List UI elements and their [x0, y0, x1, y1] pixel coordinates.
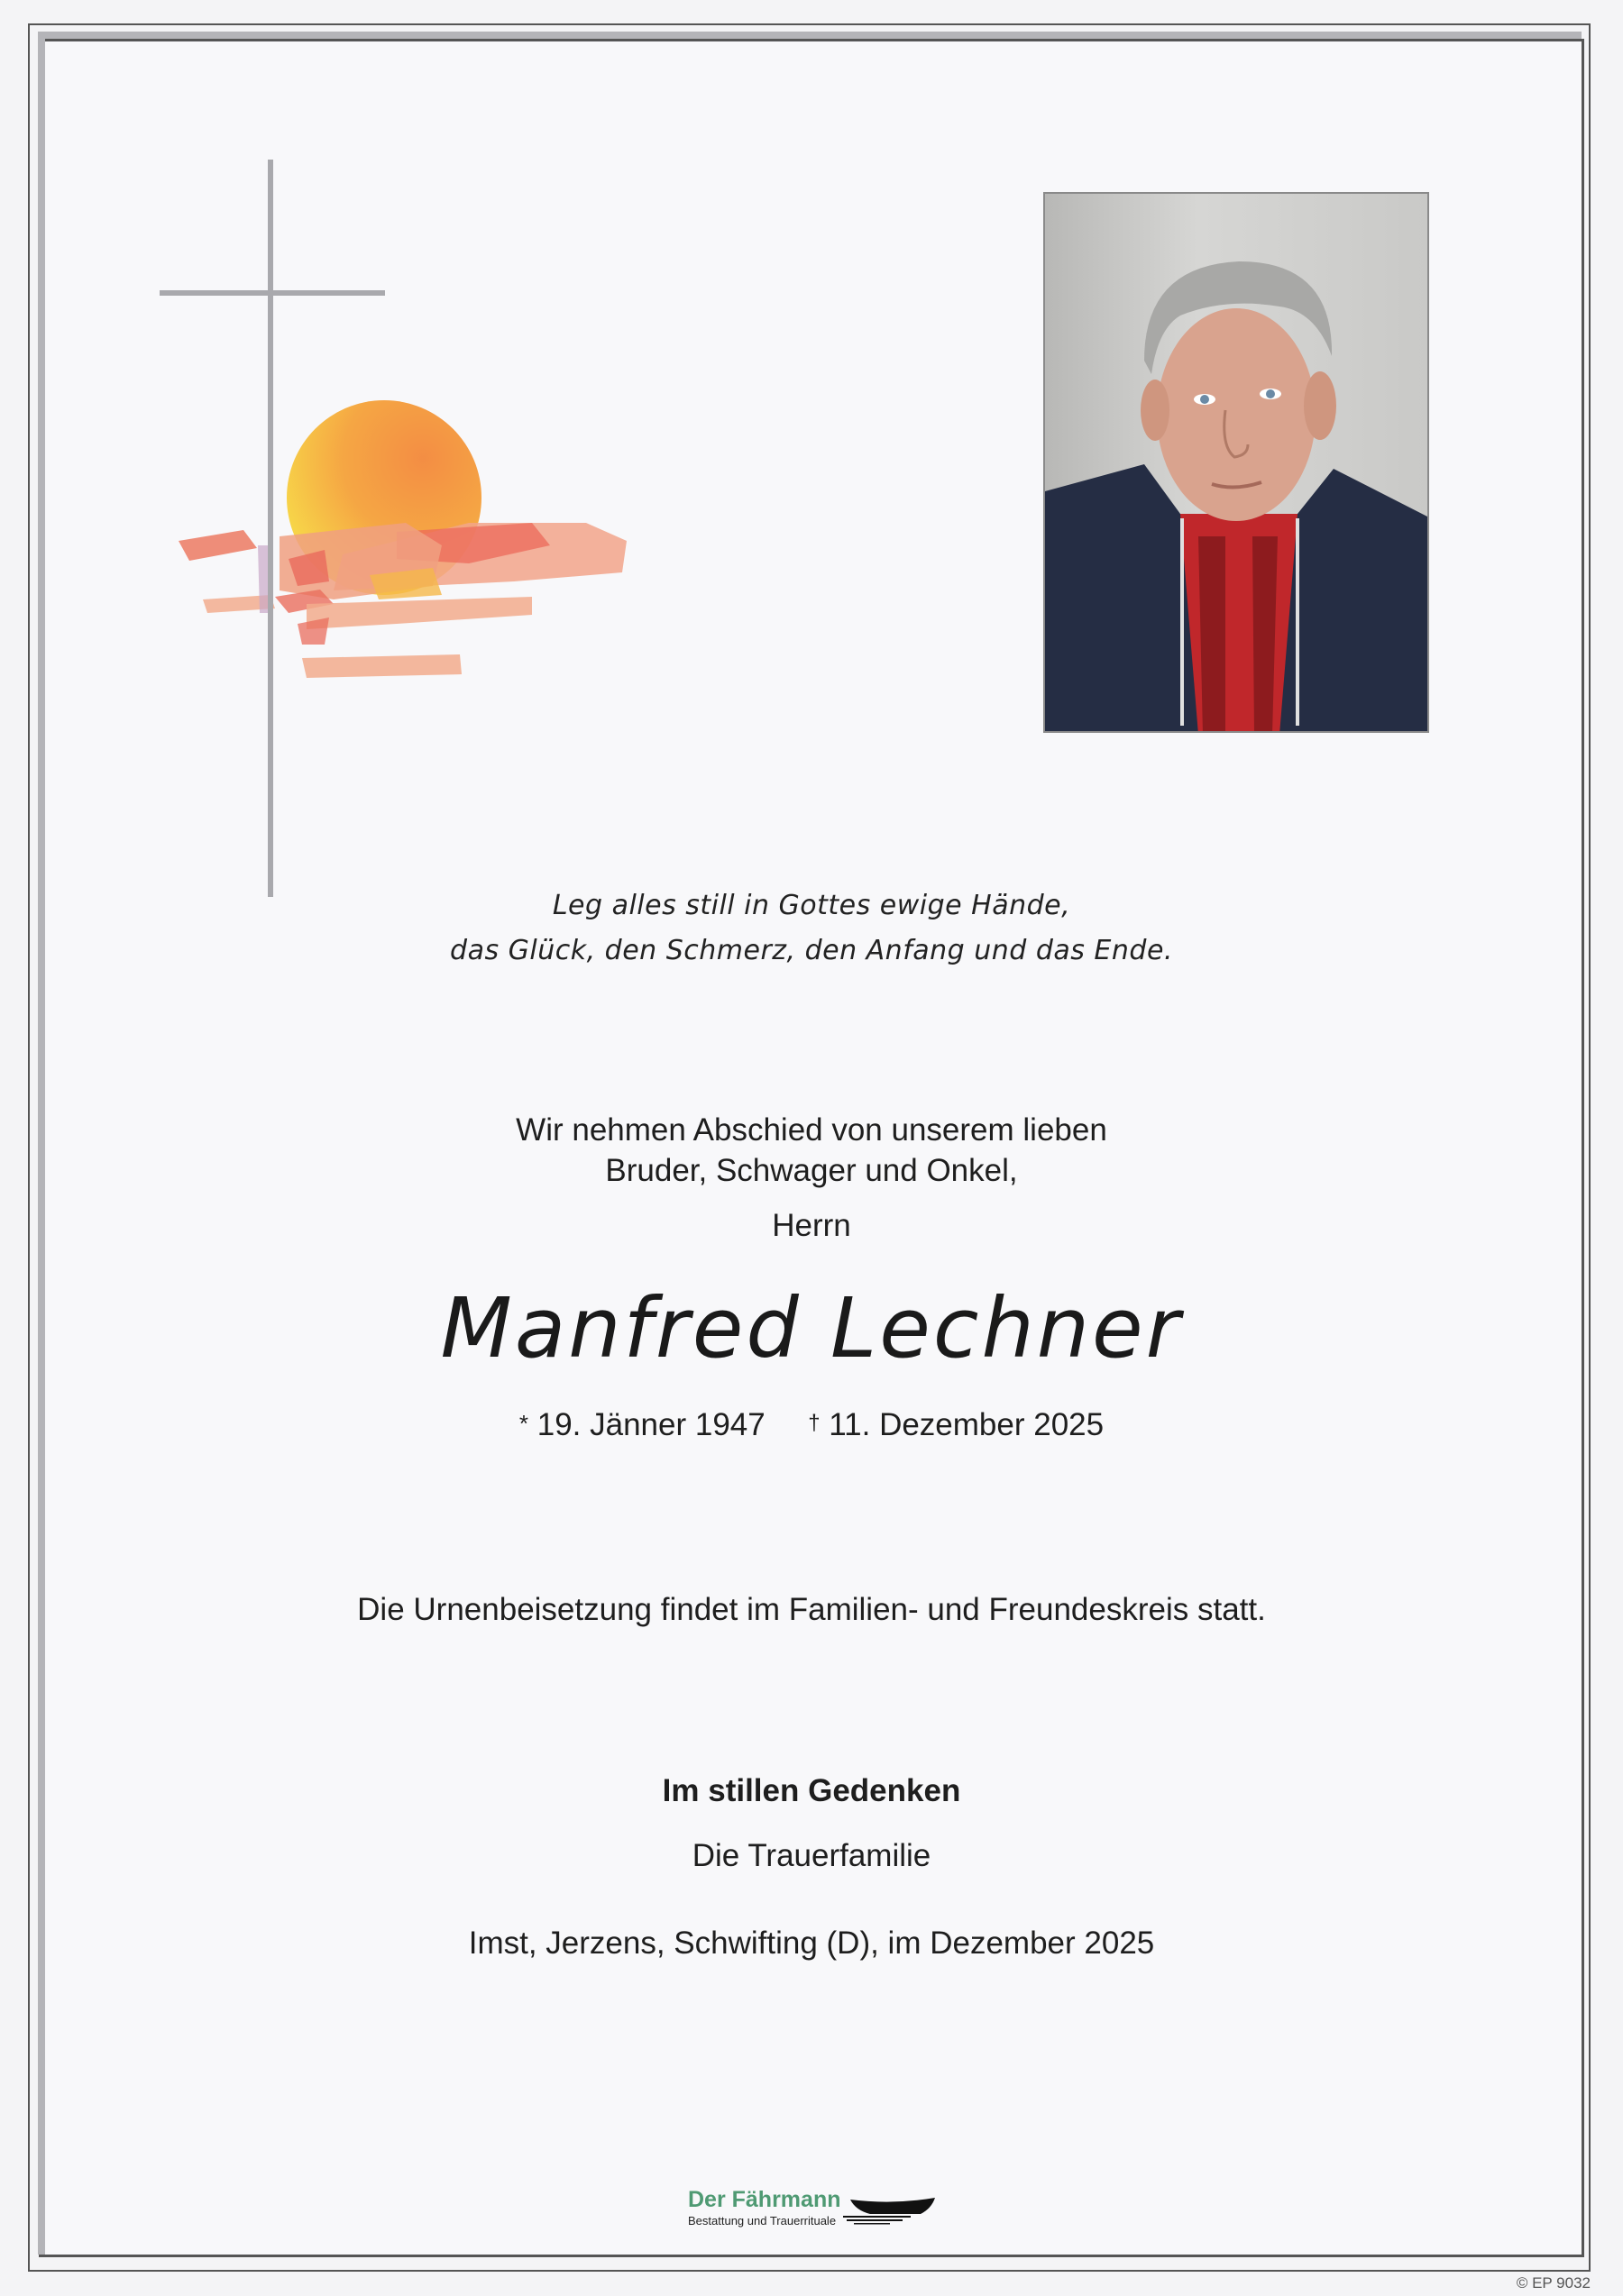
- intro-line-2: Bruder, Schwager und Onkel,: [605, 1153, 1018, 1188]
- closing-place-date: Imst, Jerzens, Schwifting (D), im Dezember 2025: [468, 1926, 1155, 1961]
- intro-line-1: Wir nehmen Abschied von unserem lieben: [516, 1112, 1107, 1148]
- death-cross-icon: †: [808, 1411, 821, 1435]
- deceased-name: Manfred Lechner: [440, 1280, 1183, 1377]
- portrait-photo: [1043, 192, 1429, 733]
- poem: [0, 883, 1623, 974]
- poem-line-1: Leg alles still in Gottes ewige Hände,: [552, 890, 1071, 921]
- life-dates: [0, 1407, 1623, 1443]
- portrait-person-icon: [1045, 194, 1429, 733]
- salutation: Herrn: [772, 1208, 851, 1243]
- poem-line-2: das Glück, den Schmerz, den Anfang und das Ende.: [450, 935, 1173, 966]
- closing-heading: Im stillen Gedenken: [662, 1773, 961, 1808]
- birth-date: 19. Jänner 1947: [536, 1407, 766, 1442]
- sunset-watercolor-icon: [171, 388, 640, 730]
- boat-logo-icon: [843, 2196, 940, 2229]
- cross-vertical-bar-icon: [268, 160, 273, 897]
- burial-notice: Die Urnenbeisetzung findet im Familien- und Freundeskreis statt.: [357, 1592, 1266, 1627]
- funeral-home-logo-subtitle: Bestattung und Trauerrituale: [688, 2214, 837, 2227]
- death-date: 11. Dezember 2025: [829, 1407, 1105, 1442]
- funeral-home-logo-title: Der Fährmann: [688, 2187, 841, 2212]
- closing-signed: Die Trauerfamilie: [692, 1838, 931, 1873]
- print-template-code: © EP 9032: [1516, 2274, 1591, 2291]
- cross-horizontal-bar-icon: [160, 290, 385, 296]
- birth-star-icon: *: [518, 1410, 528, 1437]
